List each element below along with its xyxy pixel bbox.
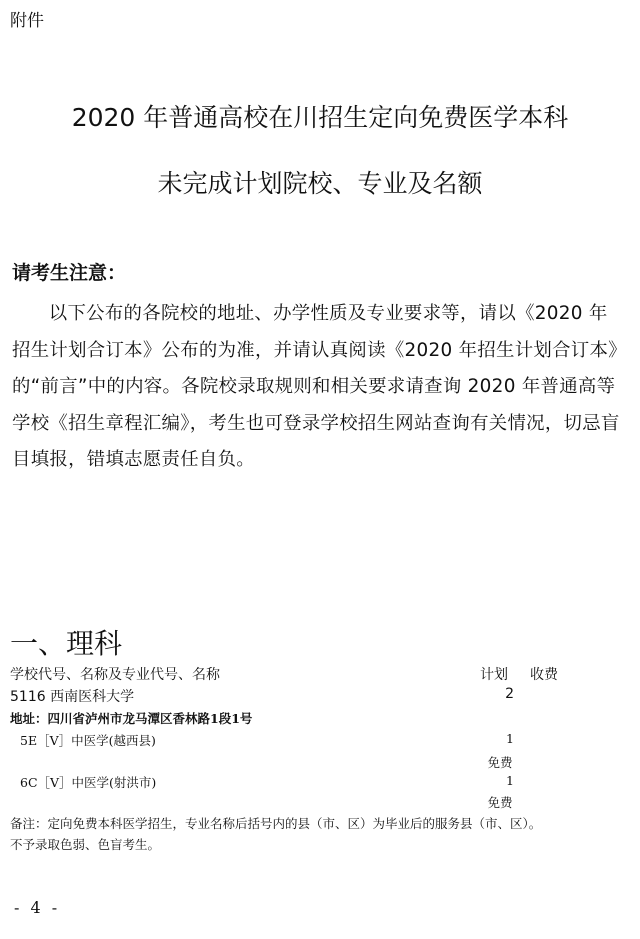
notice-body: 以下公布的各院校的地址、办学性质及专业要求等，请以《2020 年招生计划合订本》公布的为准，并请认真阅读《2020 年招生计划合订本》的“前言”中的内容。各院校录取规则和相关要求请查询 2020 年普通高等学校《招生章程汇编》，考生也可登录学校招生网站查询有关情况，切忌盲目填报，错填志愿责任自负。 xyxy=(12,303,620,470)
school-address: 地址：四川省泸州市龙马潭区香林路1段1号 xyxy=(10,711,253,726)
page-number: - 4 - xyxy=(14,898,61,917)
major-plan: 1 xyxy=(506,773,514,788)
page-title-line-2: 未完成计划院校、专业及名额 xyxy=(157,169,483,198)
major-row: 6C［V］中医学(射洪市) xyxy=(20,775,157,790)
column-header-plan: 计划 xyxy=(480,667,508,683)
remark-line-2: 不予录取色弱、色盲考生。 xyxy=(10,837,161,852)
major-row: 5E［V］中医学(越西县) xyxy=(20,733,156,748)
notice-heading: 请考生注意： xyxy=(12,262,127,284)
section-heading: 一、理科 xyxy=(10,627,123,660)
major-fee: 免费 xyxy=(487,755,513,770)
attachment-label: 附件 xyxy=(10,11,44,31)
column-header-name: 学校代号、名称及专业代号、名称 xyxy=(10,667,220,683)
page-title-line-1: 2020 年普通高校在川招生定向免费医学本科 xyxy=(71,103,569,132)
remark-line-1: 备注：定向免费本科医学招生，专业名称后括号内的县（市、区）为毕业后的服务县（市、区）。 xyxy=(10,816,542,831)
school-code-name: 5116 西南医科大学 xyxy=(10,689,135,705)
column-header-fee: 收费 xyxy=(530,667,558,683)
school-plan: 2 xyxy=(505,686,514,702)
major-plan: 1 xyxy=(506,731,514,746)
major-fee: 免费 xyxy=(487,795,513,810)
